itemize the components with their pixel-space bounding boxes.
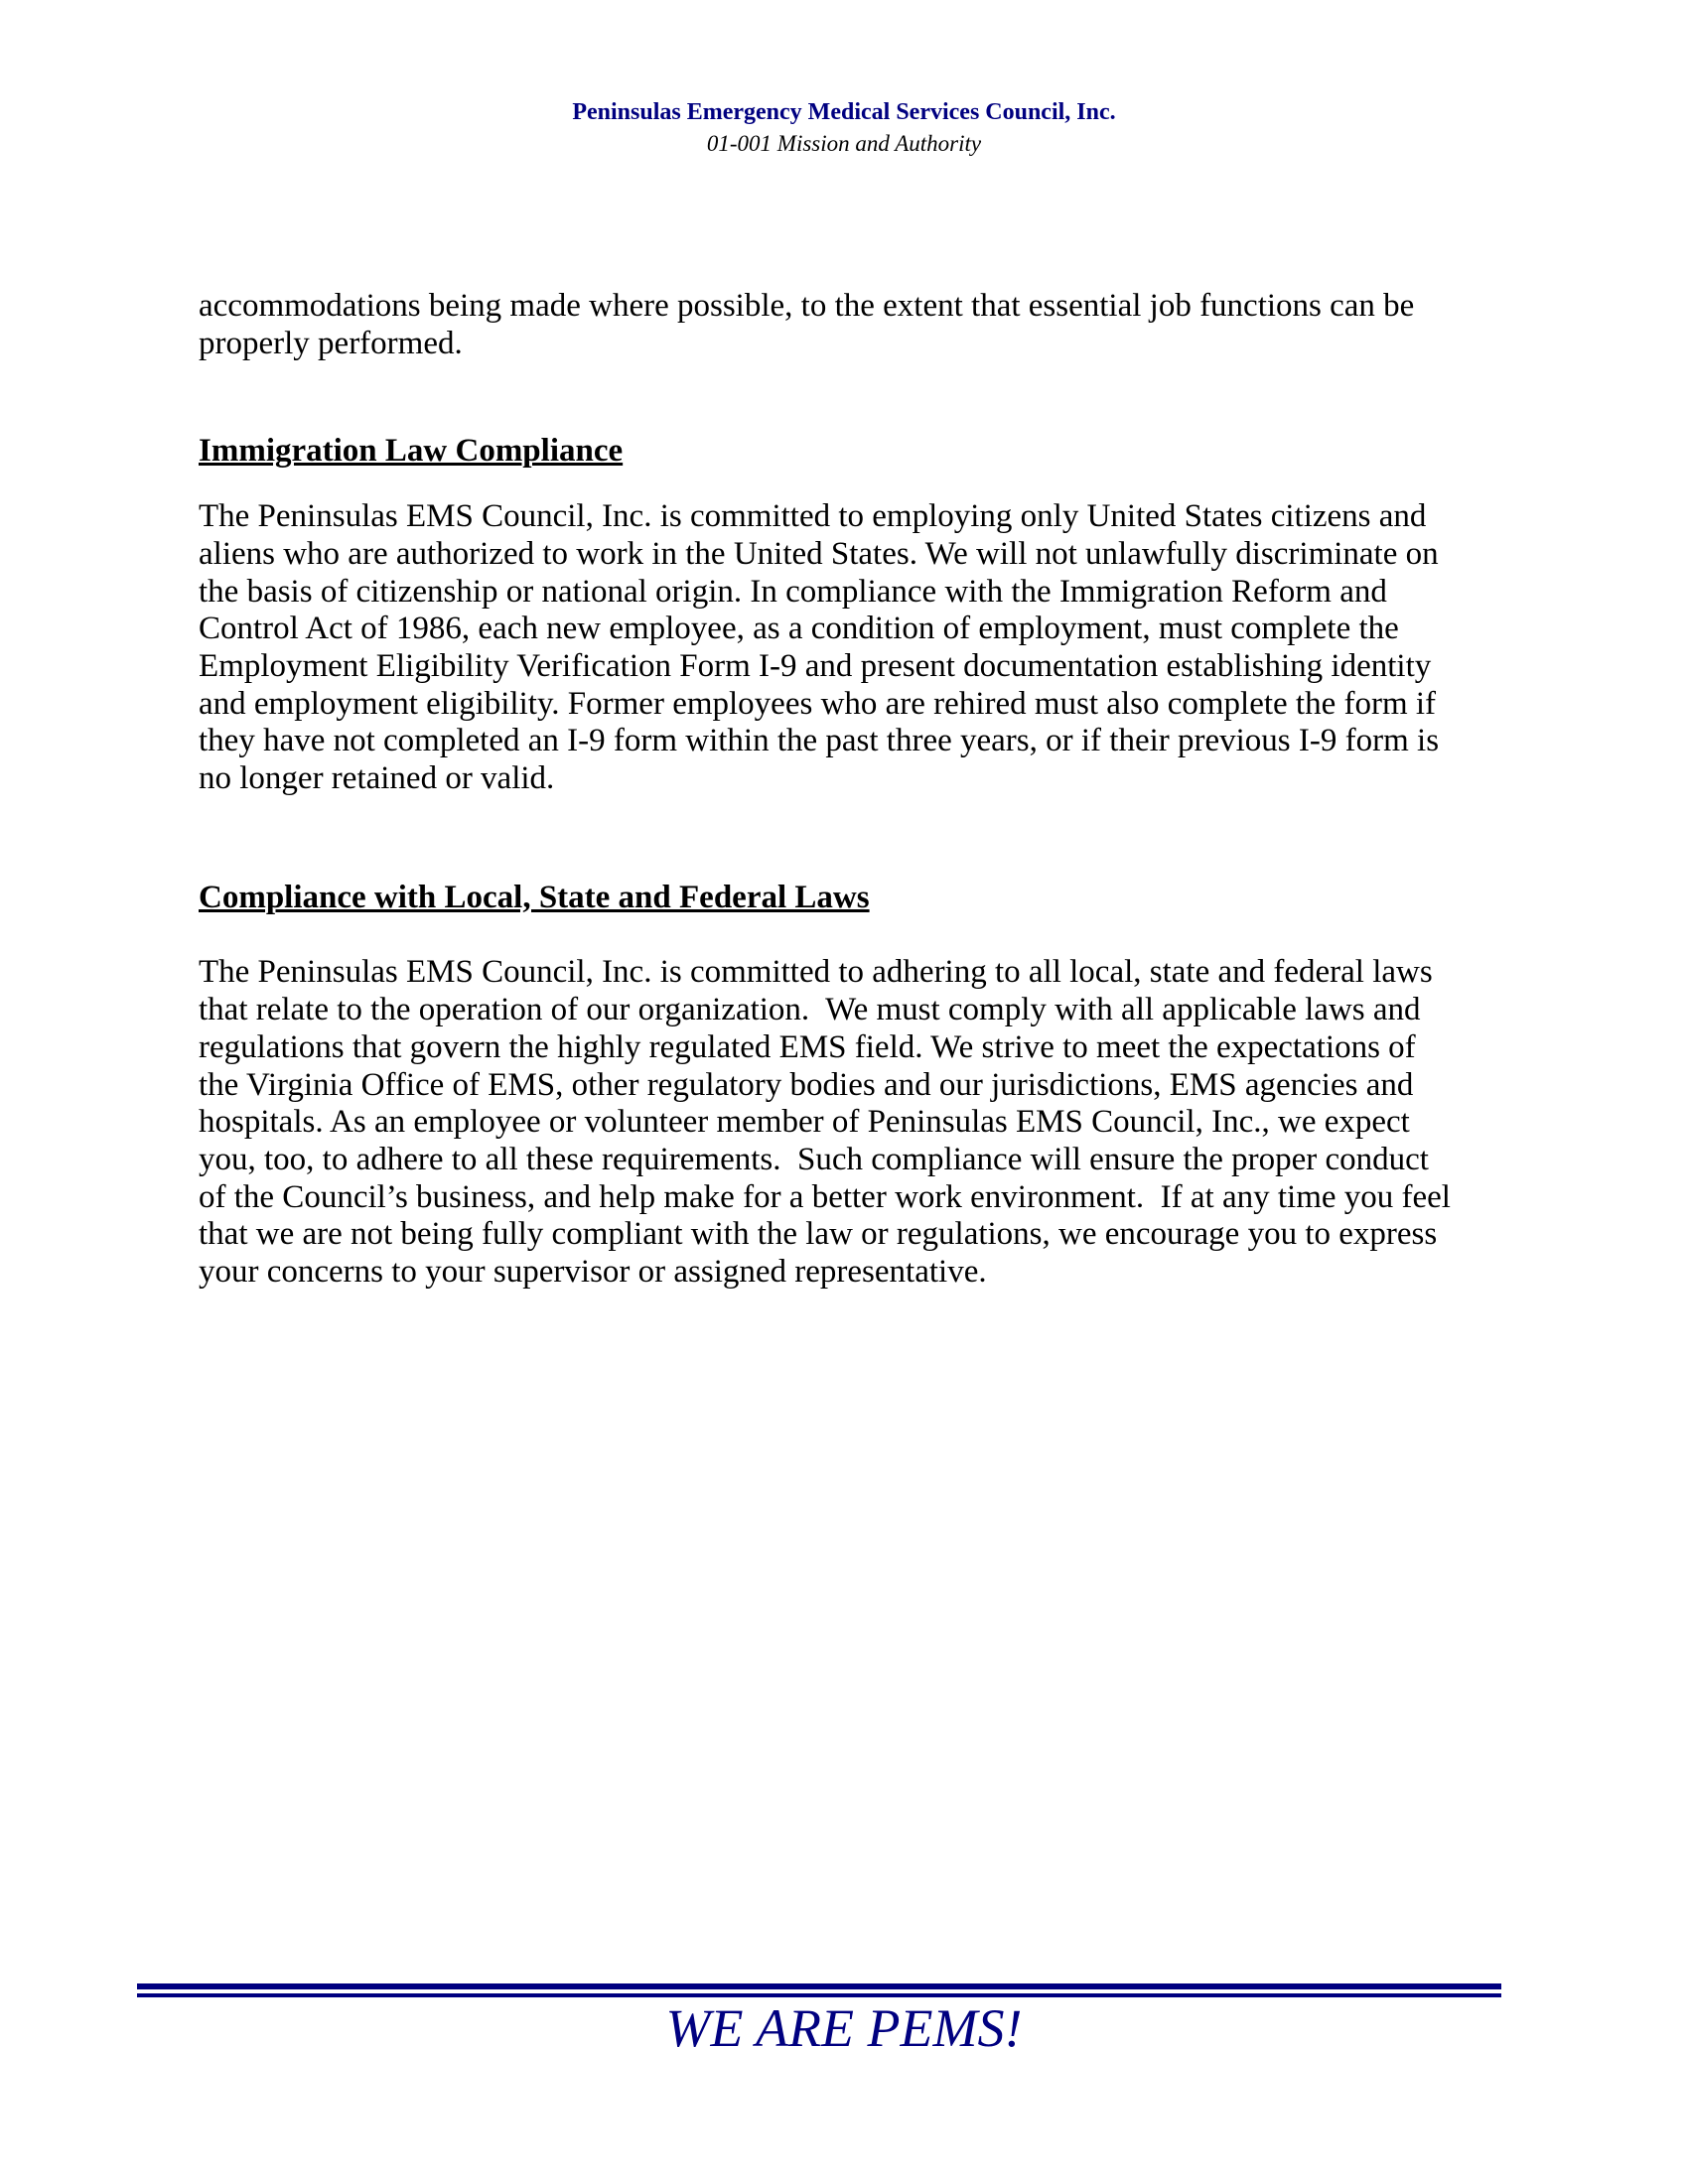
footer-slogan: WE ARE PEMS! bbox=[665, 1998, 1023, 2058]
section-heading-immigration-law-compliance: Immigration Law Compliance bbox=[199, 433, 624, 470]
section-heading-compliance-with-laws: Compliance with Local, State and Federal Laws bbox=[199, 879, 870, 915]
section-paragraph-immigration-law-compliance: The Peninsulas EMS Council, Inc. is committed to employing only United States citizens and aliens who are authorized to work in the United States. We will not unlawfully discriminate on the basis of citizenship or national origin. In compliance with the Immigration Reform and Control Act of 1986, each new employee, as a condition of employment, must complete the Employment Eligibility Verification Form I-9 and present documentation establishing identity and employment eligibility. Former employees who are rehired must also complete the form if they have not completed an I-9 form within the past three years, or if their previous I-9 form is no longer retained or valid. bbox=[199, 498, 1448, 797]
organization-name: Peninsulas Emergency Medical Services Council, Inc. bbox=[572, 99, 1116, 125]
section-paragraph-compliance-with-laws: The Peninsulas EMS Council, Inc. is committed to adhering to all local, state and federal laws that relate to the operation of our organization. We must comply with all applicable laws and regulations that govern the highly regulated EMS field. We strive to meet the expectations of the Virginia Office of EMS, other regulatory bodies and our jurisdictions, EMS agencies and hospitals. As an employee or volunteer member of Peninsulas EMS Council, Inc., we expect you, too, to adhere to all these requirements. Such compliance will ensure the proper conduct of the Council’s business, and help make for a better work environment. If at any time you feel that we are not being fully compliant with the law or regulations, we encourage you to express your concerns to your supervisor or assigned representative. bbox=[199, 954, 1460, 1291]
page-header bbox=[0, 97, 1688, 159]
document-body bbox=[199, 288, 1462, 1292]
document-reference: 01-001 Mission and Authority bbox=[706, 131, 982, 156]
intro-paragraph: accommodations being made where possible, to the extent that essential job functions can be properly performed. bbox=[199, 288, 1423, 361]
footer-double-rule bbox=[137, 1983, 1501, 1997]
